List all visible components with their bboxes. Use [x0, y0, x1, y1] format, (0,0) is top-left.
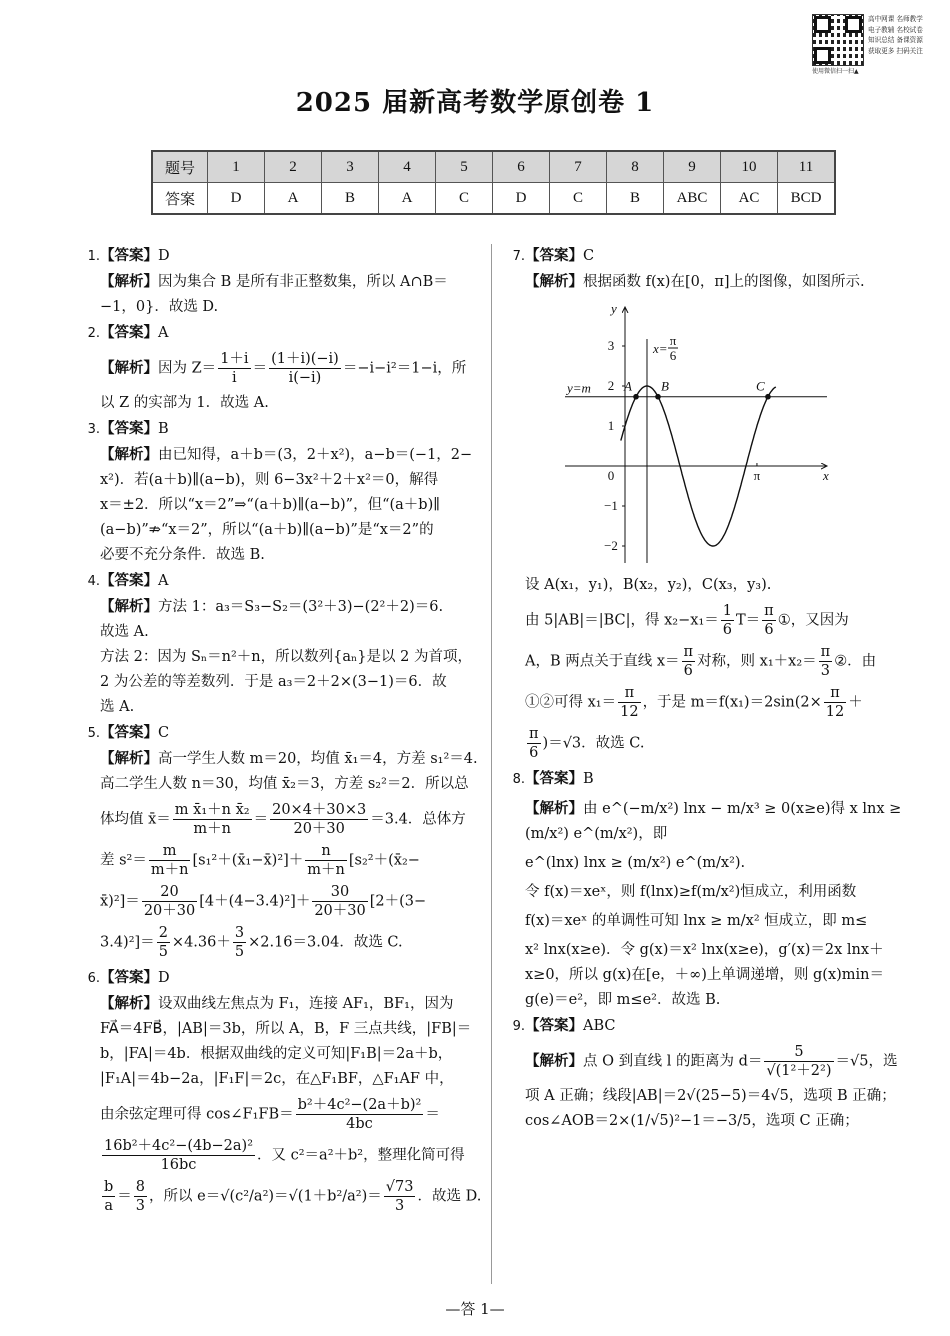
table-cell: D: [208, 183, 265, 215]
numerator: 20: [142, 883, 197, 902]
solution-text: ，于是 m＝f(x₁)＝2sin(2×: [642, 694, 822, 711]
numerator: b: [104, 1179, 114, 1195]
solution-text: ．又 c²＝a²＋b²，整理化简可得: [257, 1147, 465, 1164]
solution-line: [78, 1096, 488, 1133]
y-tick-label: 0: [607, 468, 615, 483]
fraction: [721, 602, 734, 639]
answer-value: ABC: [583, 1018, 616, 1034]
table-cell: 8: [607, 151, 664, 183]
solution-line: 必要不充分条件．故选 B.: [100, 547, 265, 563]
solution-text: 对称，则 x₁＋x₂＝: [697, 653, 817, 670]
table-cell: 10: [721, 151, 778, 183]
solution-line: [503, 725, 915, 762]
numerator: b²＋4c²−(2a＋b)²: [297, 1097, 422, 1113]
y-tick-label: 3: [607, 338, 615, 353]
question-4-solution: [78, 594, 488, 620]
solution-line: cos∠AOB＝2×(1/√5)²−1＝−3/5，选项 C 正确；: [525, 1113, 859, 1129]
table-cell: 5: [436, 151, 493, 183]
solution-text: A，B 两点关于直线 x＝: [525, 653, 680, 670]
question-number: 3.: [87, 422, 100, 437]
solution-text: ＝: [117, 1188, 132, 1205]
table-cell: 1: [208, 151, 265, 183]
denominator: 6: [722, 622, 732, 638]
answer-tag: 【答案】: [525, 770, 583, 787]
fraction: [824, 684, 846, 721]
answer-tag: 【答案】: [525, 1017, 583, 1034]
table-cell: 7: [550, 151, 607, 183]
numerator: m: [149, 842, 191, 861]
denominator: m＋n: [150, 862, 189, 878]
denominator: 20＋30: [143, 903, 196, 919]
solution-text: ，所以 e＝√(c²/a²)＝√(1＋b²/a²)＝: [149, 1188, 382, 1205]
denominator: 6: [529, 745, 539, 761]
denominator: 5: [234, 944, 245, 960]
question-number: 5.: [87, 726, 100, 741]
fraction: [102, 1137, 255, 1174]
solution-text: ①②可得 x₁＝: [525, 694, 617, 711]
numerator: 1＋i: [220, 351, 249, 367]
solution-line: [503, 602, 915, 639]
solution-tag: 【解析】: [100, 273, 158, 290]
solution-line: [78, 883, 488, 920]
denominator: m＋n: [307, 862, 345, 878]
numerator: 2: [158, 925, 168, 941]
numerator: π: [618, 684, 640, 703]
solution-text: ＝: [253, 811, 269, 828]
solution-line: −1，0}．故选 D.: [100, 299, 219, 315]
y-tick-label: −1: [604, 498, 618, 513]
graph-marks: [565, 333, 827, 563]
solution-text: ＝: [425, 1106, 440, 1123]
question-1-answer: [78, 243, 488, 269]
numerator: π: [820, 644, 831, 660]
fraction: [149, 842, 191, 879]
solution-line: [78, 842, 488, 879]
solution-text: ．故选 D.: [417, 1188, 482, 1205]
qr-code-icon[interactable]: [812, 14, 864, 66]
solution-line: |F₁A|＝4b−2a，|F₁F|＝2c，在△F₁BF，△F₁AF 中，: [100, 1071, 454, 1087]
solution-line: 设 A(x₁，y₁)，B(x₂，y₂)，C(x₃，y₃).: [525, 577, 772, 593]
solution-tag: 【解析】: [100, 446, 158, 463]
question-number: 7.: [512, 249, 525, 264]
solution-line: g(e)＝e²，即 m≤e²．故选 B.: [525, 992, 721, 1008]
solution-line: x²)．若(a＋b)∥(a−b)，则 6−3x²＋2＋x²＝0，解得: [100, 472, 439, 488]
solution-line: [78, 801, 488, 838]
question-2-solution: [78, 350, 488, 387]
solution-line: [78, 924, 488, 961]
solution-text: 体均值 x̄＝: [100, 811, 171, 828]
question-number: 9.: [512, 1019, 525, 1034]
solution-text: x̄)²]＝: [100, 893, 140, 910]
qr-text: [868, 14, 923, 56]
fraction: [134, 1178, 147, 1215]
table-cell: A: [265, 183, 322, 215]
numerator: π: [683, 644, 694, 660]
fraction: [296, 1096, 424, 1133]
solution-text: 点 O 到直线 l 的距离为 d＝: [583, 1053, 763, 1070]
solution-text: 差 s²＝: [100, 852, 147, 869]
table-cell: AC: [721, 183, 778, 215]
solution-text: ＝3.4．总体方: [370, 811, 466, 828]
solution-line: x² lnx(x≥e)．令 g(x)＝x² lnx(x≥e)，g′(x)＝2x lnx＋: [525, 942, 884, 958]
numerator: 1: [722, 603, 732, 619]
question-number: 1.: [87, 249, 100, 264]
solution-text: 由 5|AB|＝|BC|，得 x₂−x₁＝: [525, 612, 719, 629]
fraction: [762, 602, 776, 639]
fraction: [173, 801, 252, 838]
solution-line: 方法 2：因为 Sₙ＝n²＋n，所以数列{aₙ}是以 2 为首项，: [100, 649, 472, 665]
solution-line: b，|FA|＝4b．根据双曲线的定义可知|F₁B|＝2a＋b，: [100, 1046, 453, 1062]
solution-line: 2 为公差的等差数列．于是 a₃＝2＋2×(3−1)＝6．故: [100, 674, 447, 690]
solution-line: 选 A.: [100, 699, 135, 715]
column-divider: [491, 244, 492, 1284]
answer-tag: 【答案】: [100, 724, 158, 741]
table-header-cell: 答案: [152, 183, 208, 215]
numerator: 8: [135, 1179, 146, 1195]
table-cell: 4: [379, 151, 436, 183]
denominator: 3: [395, 1198, 405, 1214]
fraction: [157, 924, 170, 961]
solution-tag: 【解析】: [525, 273, 583, 290]
solution-text: 因为 Z＝: [158, 360, 217, 377]
solution-line: e^(lnx) lnx ≥ (m/x²) e^(m/x²).: [525, 855, 746, 871]
question-number: 8.: [512, 772, 525, 787]
numerator: 20×4＋30×3: [272, 802, 367, 818]
solution-tag: 【解析】: [100, 750, 158, 767]
point-label: C: [755, 378, 765, 394]
solution-text: ×4.36＋: [171, 934, 231, 951]
solution-text: ＝√5，选: [835, 1053, 898, 1070]
fraction: [269, 350, 341, 387]
denominator: a: [104, 1198, 113, 1214]
answer-tag: 【答案】: [100, 969, 158, 986]
table-row: [152, 151, 835, 183]
numerator: (1＋i)(−i): [271, 351, 339, 367]
point-label: B: [660, 378, 669, 394]
qr-line: 知识总结 备课资源: [868, 36, 923, 44]
fraction: [764, 1043, 833, 1080]
solution-line: 令 f(x)＝xeˣ，则 f(lnx)≥f(m/x²)恒成立，利用函数: [525, 884, 857, 900]
table-cell: 9: [664, 151, 721, 183]
solution-line: f(x)＝xeˣ 的单调性可知 lnx ≥ m/x² 恒成立，即 m≤: [525, 913, 868, 929]
y-tick-label: 2: [607, 378, 615, 393]
fraction: [682, 643, 696, 680]
denominator: i: [232, 370, 237, 386]
question-8-solution: [503, 796, 915, 847]
solution-text: 设双曲线左焦点为 F₁，连接 AF₁，BF₁，因为: [158, 996, 454, 1012]
qr-line: 高中网课 名师教学: [868, 15, 923, 23]
sine-graph: [565, 301, 835, 569]
solution-text: [2＋(3−: [369, 893, 427, 910]
question-6-answer: [78, 965, 488, 991]
qr-promo: [812, 14, 936, 74]
solution-line: 项 A 正确；线段|AB|＝2√(25−5)＝4√5，选项 B 正确；: [525, 1088, 896, 1104]
fraction: [142, 883, 197, 920]
solution-tag: 【解析】: [100, 359, 158, 377]
numerator: 5: [764, 1043, 833, 1062]
table-cell: A: [379, 183, 436, 215]
question-6-solution: [78, 991, 488, 1017]
question-3-answer: [78, 416, 488, 442]
solution-line: [503, 684, 915, 721]
page-title: 2025 届新高考数学原创卷 1: [295, 88, 655, 118]
solution-text: [s₁²＋(x̄₁−x̄)²]＋: [192, 852, 304, 869]
right-column: [503, 243, 915, 1134]
question-number: 6.: [87, 971, 100, 986]
denominator: 12: [825, 704, 845, 720]
intersection-point: [655, 394, 661, 400]
point-label: A: [623, 378, 632, 394]
question-1-solution: [78, 269, 488, 295]
denominator: 3: [820, 663, 831, 679]
solution-text: 高一学生人数 m＝20，均值 x̄₁＝4，方差 s₁²＝4.: [158, 751, 478, 767]
page-footer: —答 1—: [445, 1300, 505, 1318]
numerator: π: [824, 684, 846, 703]
table-cell: BCD: [778, 183, 836, 215]
solution-text: ①，又因为: [777, 612, 849, 629]
table-cell: C: [550, 183, 607, 215]
vline-label-6: 6: [669, 348, 677, 363]
answer-table: [151, 150, 836, 215]
qr-caption: 使用微信扫一扫▲: [812, 68, 859, 75]
denominator: m＋n: [193, 821, 231, 837]
question-2-answer: [78, 320, 488, 346]
x-axis-label: x: [823, 468, 829, 483]
intersection-point: [633, 394, 639, 400]
denominator: 6: [764, 622, 774, 638]
question-9-answer: [503, 1013, 915, 1039]
solution-text: T＝: [736, 612, 761, 629]
denominator: 16bc: [160, 1157, 197, 1173]
table-cell: ABC: [664, 183, 721, 215]
answer-value: C: [158, 725, 170, 741]
vline-label-pi: π: [669, 333, 677, 348]
table-cell: 2: [265, 151, 322, 183]
solution-line: [78, 1178, 488, 1215]
answer-tag: 【答案】: [100, 247, 158, 264]
solution-text: 由已知得，a＋b＝(3，2＋x²)，a−b＝(−1，2−: [158, 447, 473, 463]
solution-tag: 【解析】: [525, 1052, 583, 1070]
solution-text: ×2.16＝3.04．故选 C.: [248, 934, 403, 951]
answer-tag: 【答案】: [100, 324, 158, 341]
question-number: 4.: [87, 574, 100, 589]
answer-value: C: [583, 248, 595, 264]
solution-text: 3.4)²]＝: [100, 934, 155, 951]
vline-label: x=: [652, 341, 668, 356]
question-8-answer: [503, 766, 915, 792]
table-header-cell: 题号: [152, 151, 208, 183]
fraction: [270, 801, 368, 838]
denominator: √(1²＋2²): [766, 1063, 832, 1079]
solution-line: 高二学生人数 n＝30，均值 x̄₂＝3，方差 s₂²＝2．所以总: [100, 776, 469, 792]
solution-tag: 【解析】: [100, 598, 158, 615]
solution-text: 因为集合 B 是所有非正整数集，所以 A∩B＝: [158, 274, 448, 290]
table-cell: C: [436, 183, 493, 215]
answer-tag: 【答案】: [100, 572, 158, 589]
numerator: 30: [312, 883, 367, 902]
answer-value: A: [158, 325, 169, 341]
solution-line: x＝±2．所以“x＝2”⇒“(a＋b)∥(a−b)”，但“(a＋b)∥: [100, 497, 440, 513]
solution-line: FA⃗＝4FB⃗，|AB|＝3b，所以 A，B，F 三点共线，|FB|＝: [100, 1021, 472, 1037]
fraction: [618, 684, 640, 721]
denominator: i(−i): [288, 370, 322, 386]
answer-tag: 【答案】: [100, 420, 158, 437]
solution-line: [503, 643, 915, 680]
y-axis-label: y: [611, 301, 617, 316]
solution-tag: 【解析】: [525, 800, 583, 817]
left-column: [78, 243, 488, 1219]
numerator: 3: [234, 925, 245, 941]
fraction: [305, 842, 347, 879]
denominator: 4bc: [346, 1116, 373, 1132]
numerator: m x̄₁＋n x̄₂: [174, 802, 250, 818]
solution-text: 根据函数 f(x)在[0，π]上的图像，如图所示.: [583, 274, 865, 290]
fraction: [218, 350, 250, 387]
line-label: y=m: [567, 380, 591, 396]
numerator: π: [529, 726, 539, 742]
question-5-answer: [78, 720, 488, 746]
solution-text: ＝−i−i²＝1−i，所: [342, 360, 467, 377]
numerator: n: [305, 842, 347, 861]
question-5-solution: [78, 746, 488, 772]
solution-text: [s₂²＋(x̄₂−: [348, 852, 420, 869]
table-row: [152, 183, 835, 215]
solution-text: [4＋(4−3.4)²]＋: [199, 893, 311, 910]
question-number: 2.: [87, 326, 100, 341]
solution-text: ＋: [848, 694, 863, 711]
x-tick-label: π: [753, 468, 761, 483]
answer-value: D: [158, 970, 170, 986]
table-cell: 3: [322, 151, 379, 183]
solution-text: 由 e^(−m/x²) lnx − m/x³ ≥ 0(x≥e)得 x lnx ≥ (m/x²) e^(m/x²)，即: [525, 801, 902, 842]
table-cell: 6: [493, 151, 550, 183]
solution-text: )＝√3．故选 C.: [542, 735, 645, 752]
solution-text: ＝: [252, 360, 268, 377]
question-7-solution: [503, 269, 915, 295]
numerator: √73: [385, 1179, 414, 1195]
fraction: [527, 725, 541, 762]
fraction: [102, 1178, 115, 1215]
fraction: [384, 1178, 416, 1215]
fraction: [233, 924, 246, 961]
answer-tag: 【答案】: [525, 247, 583, 264]
intersection-point: [765, 394, 771, 400]
solution-text: 方法 1：a₃＝S₃−S₂＝(3²＋3)−(2²＋2)＝6.: [158, 599, 444, 615]
denominator: 20＋30: [293, 821, 345, 837]
table-cell: B: [322, 183, 379, 215]
solution-tag: 【解析】: [100, 995, 158, 1012]
solution-line: (a−b)”⇏“x＝2”，所以“(a＋b)∥(a−b)”是“x＝2”的: [100, 522, 434, 538]
y-tick-label: 1: [607, 418, 615, 433]
question-4-answer: [78, 568, 488, 594]
question-3-solution: [78, 442, 488, 468]
question-7-answer: [503, 243, 915, 269]
table-cell: 11: [778, 151, 836, 183]
solution-text: ②．由: [834, 653, 877, 670]
question-9-solution: [503, 1043, 915, 1080]
fraction: [312, 883, 367, 920]
qr-line: 电子教辅 名校试卷: [868, 25, 923, 34]
denominator: 5: [158, 944, 168, 960]
denominator: 12: [620, 704, 639, 720]
qr-line: 获取更多 扫码关注: [868, 46, 923, 55]
y-tick-label: −2: [604, 538, 618, 553]
numerator: 16b²＋4c²−(4b−2a)²: [104, 1138, 254, 1154]
fraction: [819, 643, 833, 680]
table-cell: D: [493, 183, 550, 215]
solution-line: x≥0，所以 g(x)在[e，＋∞)上单调递增，则 g(x)min＝: [525, 967, 885, 983]
numerator: π: [764, 603, 774, 619]
answer-value: B: [158, 421, 169, 437]
solution-line: [78, 1137, 488, 1174]
answer-value: B: [583, 771, 594, 787]
answer-value: D: [158, 248, 170, 264]
solution-text: 由余弦定理可得 cos∠F₁FB＝: [100, 1106, 294, 1123]
table-cell: B: [607, 183, 664, 215]
answer-value: A: [158, 573, 169, 589]
denominator: 3: [135, 1198, 146, 1214]
solution-line: 以 Z 的实部为 1．故选 A.: [100, 395, 269, 411]
denominator: 20＋30: [314, 903, 366, 919]
denominator: 6: [683, 663, 693, 679]
solution-line: 故选 A.: [100, 624, 149, 640]
